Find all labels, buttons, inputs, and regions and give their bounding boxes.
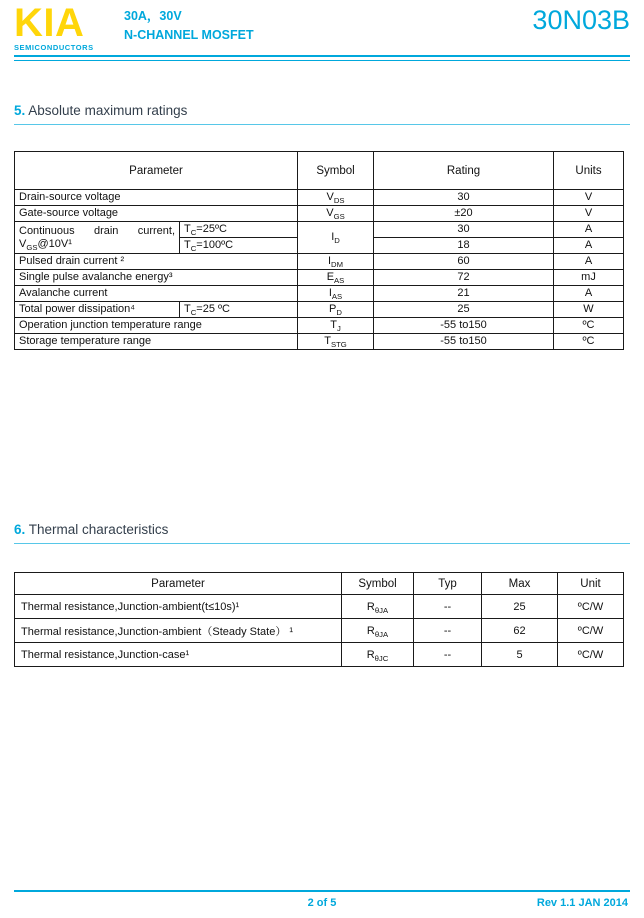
device-spec xyxy=(124,4,254,45)
col-header-typ: Typ xyxy=(414,573,482,595)
page-footer xyxy=(14,890,630,912)
table-row xyxy=(15,286,624,302)
section-title: Thermal characteristics xyxy=(28,522,169,537)
rating-cell: 21 xyxy=(374,286,554,302)
rating-cell: ±20 xyxy=(374,206,554,222)
units-cell: A xyxy=(554,222,624,238)
col-header-symbol: Symbol xyxy=(342,573,414,595)
revision: Rev 1.1 JAN 2014 xyxy=(536,897,628,909)
col-header-symbol: Symbol xyxy=(298,152,374,190)
symbol-cell: $E_{AS}$ xyxy=(298,270,374,286)
section-title: Absolute maximum ratings xyxy=(28,103,188,118)
max-cell: 25 xyxy=(482,595,558,619)
units-cell: ºC xyxy=(554,318,624,334)
param-cell: Total power dissipation⁴ xyxy=(15,302,180,318)
param-cell: Pulsed drain current ² xyxy=(15,254,298,270)
symbol-cell: $T_{STG}$ xyxy=(298,334,374,350)
unit-cell: ºC/W xyxy=(558,643,624,667)
section-underline xyxy=(14,124,630,125)
table-row xyxy=(15,270,624,286)
units-cell: V xyxy=(554,190,624,206)
rating-cell: 30 xyxy=(374,222,554,238)
table-row xyxy=(15,318,624,334)
units-cell: W xyxy=(554,302,624,318)
symbol-cell: $V_{GS}$ xyxy=(298,206,374,222)
typ-cell: -- xyxy=(414,643,482,667)
table-row xyxy=(15,254,624,270)
symbol-cell: $R_{\theta JA}$ xyxy=(342,619,414,643)
section-underline xyxy=(14,543,630,544)
rating-cell: 18 xyxy=(374,238,554,254)
typ-cell: -- xyxy=(414,619,482,643)
symbol-cell: $R_{\theta JA}$ xyxy=(342,595,414,619)
typ-cell: -- xyxy=(414,595,482,619)
col-header-unit: Unit xyxy=(558,573,624,595)
kia-logo-text: KIA xyxy=(14,1,85,45)
unit-cell: ºC/W xyxy=(558,619,624,643)
section-absolute-maximum-ratings xyxy=(14,103,630,350)
param-cell: Thermal resistance,Junction-case¹ xyxy=(15,643,342,667)
col-header-parameter: Parameter xyxy=(15,573,342,595)
rating-cell: 30 xyxy=(374,190,554,206)
param-cell: Thermal resistance,Junction-ambient(t≤10s)¹ xyxy=(15,595,342,619)
units-cell: V xyxy=(554,206,624,222)
col-header-max: Max xyxy=(482,573,558,595)
units-cell: mJ xyxy=(554,270,624,286)
units-cell: A xyxy=(554,238,624,254)
table-row xyxy=(15,619,624,643)
param-cell: Storage temperature range xyxy=(15,334,298,350)
max-cell: 5 xyxy=(482,643,558,667)
symbol-cell: $I_{AS}$ xyxy=(298,286,374,302)
spec-line-type: N-CHANNEL MOSFET xyxy=(124,27,254,42)
table-header-row xyxy=(15,573,624,595)
symbol-cell: $P_D$ xyxy=(298,302,374,318)
symbol-cell: $R_{\theta JC}$ xyxy=(342,643,414,667)
param-cell: Continuous drain current, $V_{GS}@10V^1$ xyxy=(15,222,180,254)
units-cell: ºC xyxy=(554,334,624,350)
symbol-cell: $V_{DS}$ xyxy=(298,190,374,206)
section-number: 6. xyxy=(14,522,26,537)
units-cell: A xyxy=(554,254,624,270)
table-row xyxy=(15,302,624,318)
section-thermal-characteristics xyxy=(14,522,630,667)
page-header xyxy=(14,0,630,52)
symbol-cell: $I_{DM}$ xyxy=(298,254,374,270)
param-cell: Gate-source voltage xyxy=(15,206,298,222)
param-cell: Single pulse avalanche energy³ xyxy=(15,270,298,286)
absolute-maximum-ratings-table xyxy=(14,151,624,350)
rating-cell: 60 xyxy=(374,254,554,270)
table-row xyxy=(15,206,624,222)
unit-cell: ºC/W xyxy=(558,595,624,619)
table-row xyxy=(15,643,624,667)
thermal-characteristics-table xyxy=(14,572,624,667)
page-number: 2 of 5 xyxy=(307,897,337,909)
table-header-row xyxy=(15,152,624,190)
rating-cell: -55 to150 xyxy=(374,334,554,350)
rating-cell: 25 xyxy=(374,302,554,318)
kia-logo xyxy=(14,1,124,52)
col-header-parameter: Parameter xyxy=(15,152,298,190)
part-number: 30N03B xyxy=(532,5,630,35)
table-row xyxy=(15,334,624,350)
col-header-units: Units xyxy=(554,152,624,190)
param-cell: Thermal resistance,Junction-ambient（Steady State） ¹ xyxy=(15,619,342,643)
rating-cell: 72 xyxy=(374,270,554,286)
rating-cell: -55 to150 xyxy=(374,318,554,334)
kia-logo-subtitle: SEMICONDUCTORS xyxy=(14,43,94,52)
table-row xyxy=(15,190,624,206)
param-cell: Avalanche current xyxy=(15,286,298,302)
spec-line-rating: 30A，30V xyxy=(124,9,182,23)
section-heading-6 xyxy=(14,522,630,537)
units-cell: A xyxy=(554,286,624,302)
section-heading-5 xyxy=(14,103,630,118)
condition-cell: $T_C=25ºC$ xyxy=(180,222,298,238)
param-cell: Drain-source voltage xyxy=(15,190,298,206)
condition-cell: $T_C=100ºC$ xyxy=(180,238,298,254)
table-row xyxy=(15,222,624,238)
max-cell: 62 xyxy=(482,619,558,643)
param-cell: Operation junction temperature range xyxy=(15,318,298,334)
symbol-cell: $T_J$ xyxy=(298,318,374,334)
header-rule xyxy=(14,55,630,61)
section-number: 5. xyxy=(14,103,26,118)
col-header-rating: Rating xyxy=(374,152,554,190)
symbol-cell: $I_D$ xyxy=(298,222,374,254)
table-row xyxy=(15,595,624,619)
condition-cell: $T_C=25$ ºC xyxy=(180,302,298,318)
